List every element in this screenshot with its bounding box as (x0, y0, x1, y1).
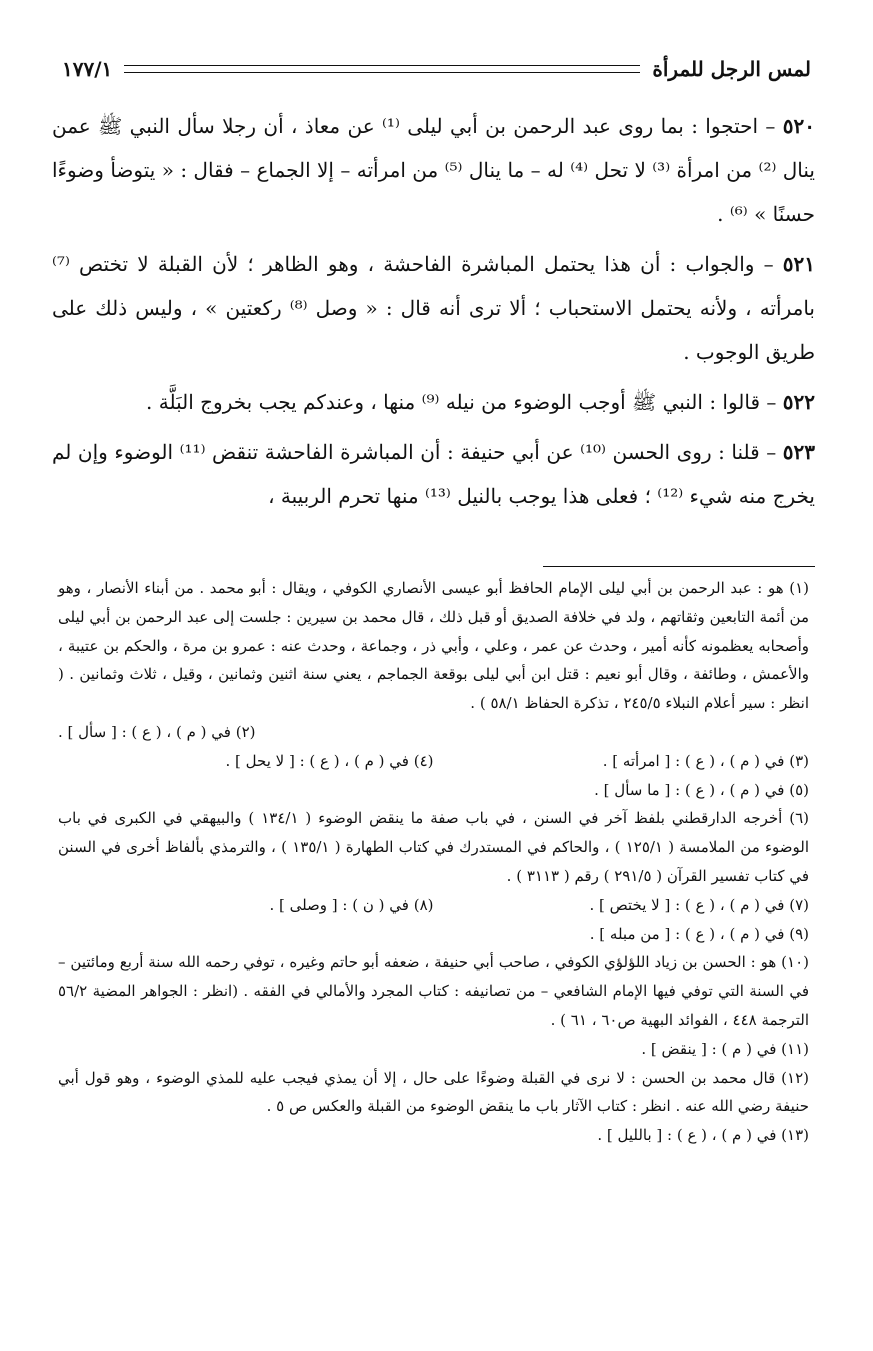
paragraph-522 (52, 380, 815, 424)
header-title: لمس الرجل للمرأة (652, 57, 811, 81)
footnote-6: (٦) أخرجه الدارقطني بلفظ آخر في السنن ، في باب صفة ما ينقض الوضوء ( ١٣٤/١ ) والبيهقي في الكبرى في باب الوضوء من الملامسة ( ١٢٥/١ ) ، والحاكم في المستدرك في كتاب الطهارة ( ١٣٥/١ ) ، والترمذي بألفاظ أخرى في السنن في كتاب تفسير القرآن ( ٢٩١/٥ ) رقم ( ٣١١٣ ) . (58, 809, 810, 885)
footnote-13: (١٣) في ( م ) ، ( ع ) : [ بالليل ] . (597, 1126, 809, 1145)
page-number: ١٧٧/١ (62, 57, 113, 81)
paragraph-text: – قلنا : روى الحسن ⁽¹⁰⁾ عن أبي حنيفة : أن المباشرة الفاحشة تنقض ⁽¹¹⁾ الوضوء وإن لم يخرج منه شيء ⁽¹²⁾ ؛ فعلى هذا يوجب بالنيل ⁽¹³⁾ منها تحرم الربيبة ، (52, 440, 815, 508)
paragraph-text: – قالوا : النبي ﷺ أوجب الوضوء من نيله ⁽⁹⁾ منها ، وعندكم يجب بخروج البَلَّة . (146, 390, 783, 414)
footnote-7: (٧) في ( م ) ، ( ع ) : [ لا يختص ] . (589, 895, 809, 914)
paragraph-523 (52, 430, 815, 518)
footnotes (58, 574, 809, 1150)
paragraph-number: ٥٢١ (782, 252, 815, 276)
paragraph-number: ٥٢٣ (782, 440, 815, 464)
footnote-12: (١٢) قال محمد بن الحسن : لا نرى في القبلة وضوءًا على حال ، إلا أن يمذي فيجب عليه للمذي الوضوء ، وهو قول أبي حنيفة رضي الله عنه . انظر : كتاب الآثار باب ما ينقض الوضوء من القبلة والعكس ص ٥ . (58, 1068, 809, 1116)
footnote-row (58, 891, 809, 920)
footnote-5: (٥) في ( م ) ، ( ع ) : [ ما سأل ] . (594, 780, 809, 799)
footnote-1: (١) هو : عبد الرحمن بن أبي ليلى الإمام الحافظ أبو عيسى الأنصاري الكوفي ، ويقال : أبو محمد . من أبناء الأنصار ، وهو من أئمة التابعين وثقاتهم ، ولد في خلافة الصديق أو قبل ذلك ، قال محمد بن سيرين : جلست إلى عبد الرحمن بن أبي ليلى وأصحابه يعظمونه كأنه أمير ، وحدث عن عمر ، وعلي ، وأبي ذر ، وجماعة ، وحدث عنه : عمرو بن مرة ، والحكم بن عتيبة ، والأعمش ، وطائفة ، وقال أبو نعيم : قتل ابن أبي ليلى بوقعة الجماجم ، يعني سنة اثنين وثمانين ، وقيل ، ثلاث وثمانين . ( انظر : سير أعلام النبلاء ٢٤٥/٥ ، تذكرة الحفاظ ٥٨/١ ) . (58, 579, 809, 713)
main-text (52, 104, 815, 524)
footnote-row (58, 747, 809, 776)
footnote-2: (٢) في ( م ) ، ( ع ) : [ سأل ] . (58, 722, 256, 741)
paragraph-521 (52, 242, 815, 374)
paragraph-520 (52, 104, 815, 236)
footnote-3: (٣) في ( م ) ، ( ع ) : [ امرأته ] . (602, 751, 809, 770)
header-rule (124, 65, 640, 73)
paragraph-text: – والجواب : أن هذا يحتمل المباشرة الفاحشة ، وهو الظاهر ؛ لأن القبلة لا تختص ⁽⁷⁾ بامرأته ، ولأنه يحتمل الاستحباب ؛ ألا ترى أنه قال : « وصل ⁽⁸⁾ ركعتين » ، وليس ذلك على طريق الوجوب . (52, 252, 815, 364)
paragraph-number: ٥٢٠ (782, 114, 815, 138)
footnote-11: (١١) في ( م ) : [ ينقض ] . (641, 1039, 809, 1058)
running-header (62, 52, 811, 86)
footnote-10: (١٠) هو : الحسن بن زياد اللؤلؤي الكوفي ، صاحب أبي حنيفة ، ضعفه أبو حاتم وغيره ، توفي رحمه الله سنة أربع ومائتين – في السنة التي توفي فيها الإمام الشافعي – من تصانيفه : كتاب المجرد والأمالي في الفقه . (انظر : الجواهر المضية ٥٦/٢ الترجمة ٤٤٨ ، الفوائد البهية ص٦٠ ، ٦١ ) . (58, 953, 809, 1029)
paragraph-number: ٥٢٢ (782, 390, 815, 414)
footnote-4: (٤) في ( م ) ، ( ع ) : [ لا يحل ] . (225, 751, 434, 770)
footnote-8: (٨) في ( ن ) : [ وصلى ] . (269, 895, 434, 914)
footnote-separator (543, 566, 815, 567)
paragraph-text: – احتجوا : بما روى عبد الرحمن بن أبي ليلى ⁽¹⁾ عن معاذ ، أن رجلا سأل النبي ﷺ عمن ينال ⁽²⁾ من امرأة ⁽³⁾ لا تحل ⁽⁴⁾ له – ما ينال ⁽⁵⁾ من امرأته – إلا الجماع – فقال : « يتوضأ وضوءًا حسنًا » ⁽⁶⁾ . (52, 114, 815, 226)
footnote-9: (٩) في ( م ) ، ( ع ) : [ من مبله ] . (589, 924, 809, 943)
